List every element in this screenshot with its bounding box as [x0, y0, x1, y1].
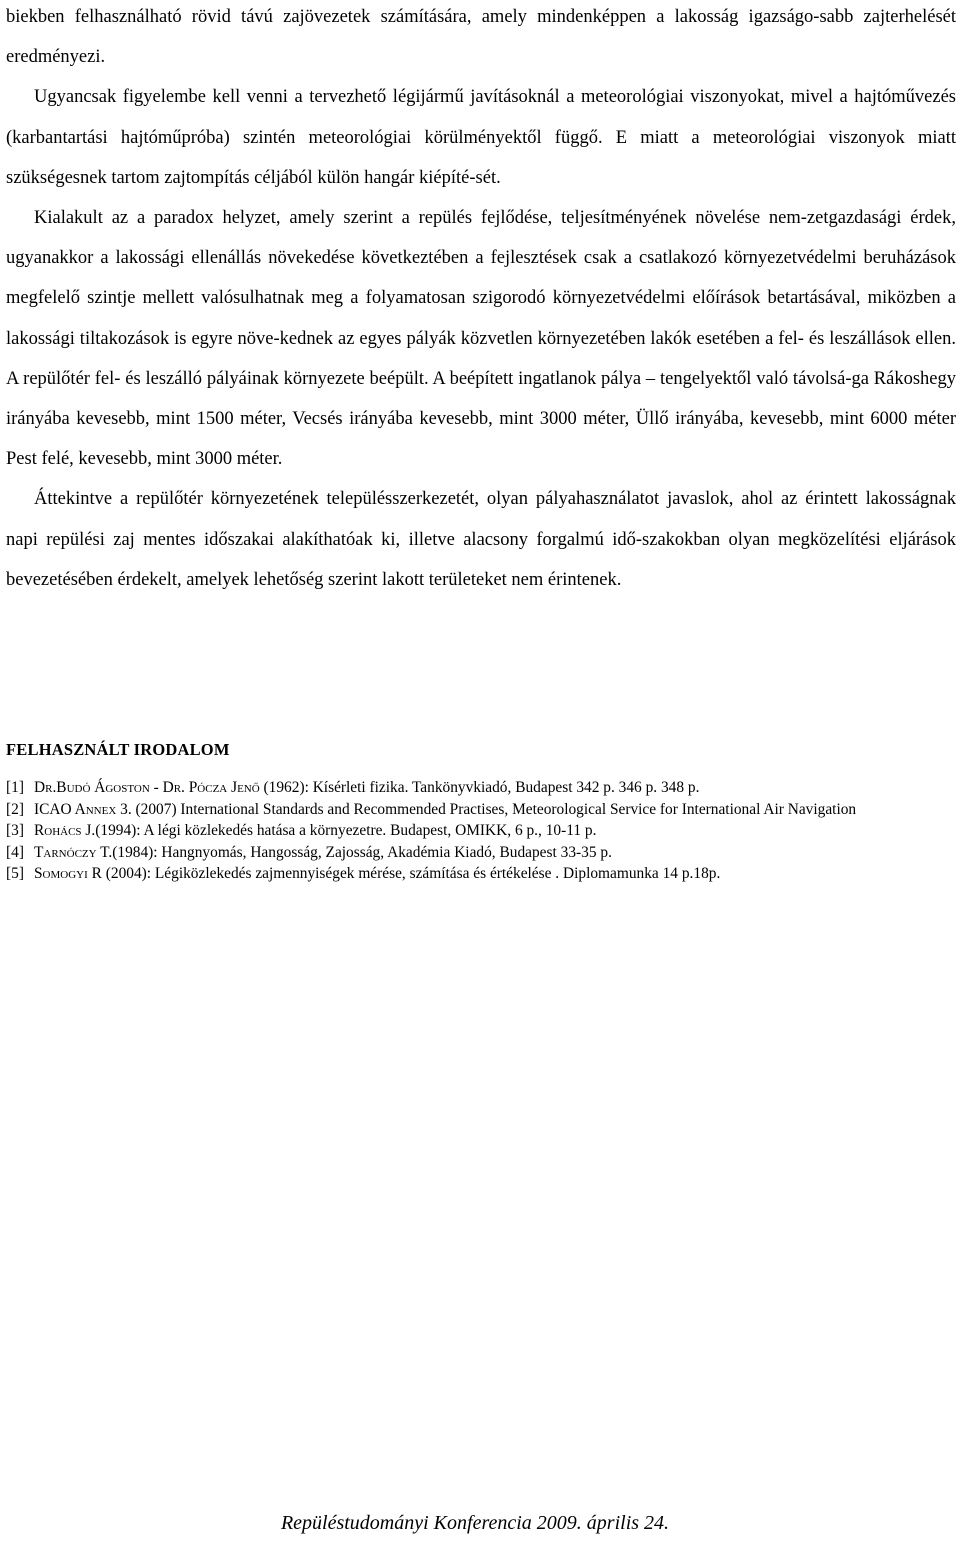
body-paragraph-4: Áttekintve a repülőtér környezetének településszerkezetét, olyan pályahasználatot javaslok, ahol az érintett lakosságnak napi repülési zaj mentes időszakai alakíthatóak ki, illetve alacsony forgalmú idő-szakokban olyan megközelítési eljárások bevezetésében érdekelt, amelyek lehetőség szerint lakott területeket nem érintenek. [6, 489, 956, 590]
body-paragraph-2: Ugyancsak figyelembe kell venni a tervezhető légijármű javításoknál a meteorológiai viszonyokat, mivel a hajtóművezés (karbantartási hajtóműpróba) szintén meteorológiai körülményektől függő. E miatt a meteorológiai viszonyok miatt szükségesnek tartom zajtompítás céljából külön hangár kiépíté-sét. [6, 87, 956, 188]
reference-details: (1994): A légi közlekedés hatása a környezetre. Budapest, OMIKK, 6 p., 10-11 p. [95, 822, 597, 839]
reference-details: (1984): Hangnyomás, Hangosság, Zajosság, Akadémia Kiadó, Budapest 33-35 p. [112, 843, 612, 861]
reference-text [34, 843, 956, 862]
reference-text [34, 821, 956, 840]
body-paragraph-3: Kialakult az a paradox helyzet, amely szerint a repülés fejlődése, teljesítményének növelése nem-zetgazdasági érdek, ugyanakkor a lakossági ellenállás növekedése következtében a fejlesztések csak a csatlakozó környezetvédelmi beruházások megfelelő szintje mellett valósulhatnak meg a folyamatosan szigorodó környezetvédelmi előírások betartásával, miközben a lakossági tiltakozások is egyre növe-kednek az egyes pályák közvetlen környezetében lakók esetében a fel- és leszállások ellen. A repülőtér fel- és leszálló pályáinak környezete beépült. A beépített ingatlanok pálya – tengelyektől való távolsá-ga Rákoshegy irányába kevesebb, mint 1500 méter, Vecsés irányába kevesebb, mint 3000 méter, Üllő irányába, kevesebb, mint 6000 méter Pest felé, kevesebb, mint 3000 méter. [6, 208, 956, 470]
reference-item [6, 778, 956, 797]
reference-authors: ICAO Annex [34, 800, 117, 818]
reference-item [6, 843, 956, 862]
page-footer: Repüléstudományi Konferencia 2009. április 24. [280, 1512, 670, 1534]
reference-details: (2004): Légiközlekedés zajmennyiségek mérése, számítása és értékelése . Diplomamunka 14 p.18p. [101, 865, 721, 882]
references-list [6, 778, 956, 886]
reference-number: [3] [6, 822, 24, 839]
reference-item [6, 821, 956, 840]
reference-authors: Dr.Budó Ágoston - Dr. Pócza Jenő [34, 779, 260, 796]
reference-text [34, 778, 956, 797]
references-heading: FELHASZNÁLT IRODALOM [6, 740, 230, 759]
reference-details: (1962): Kísérleti fizika. Tankönyvkiadó, Budapest 342 p. 346 p. 348 p. [259, 779, 700, 796]
reference-number: [4] [6, 843, 24, 861]
reference-number: [1] [6, 779, 24, 796]
reference-details: 3. (2007) International Standards and Recommended Practises, Meteorological Service for International Air Navigation [116, 800, 857, 818]
reference-authors: Somogyi R [34, 865, 102, 882]
reference-number: [2] [6, 800, 24, 818]
reference-text [34, 864, 956, 883]
body-paragraph-1: biekben felhasználható rövid távú zajövezetek számítására, amely mindenképpen a lakosság igazságo-sabb zajterhelését eredményezi. [6, 7, 956, 68]
document-page [6, 0, 956, 1534]
reference-authors: Tarnóczy T. [34, 843, 113, 861]
reference-item [6, 864, 956, 883]
reference-item [6, 800, 956, 819]
reference-authors: Rohács J. [34, 822, 96, 839]
reference-number: [5] [6, 865, 24, 882]
reference-text [34, 800, 956, 819]
